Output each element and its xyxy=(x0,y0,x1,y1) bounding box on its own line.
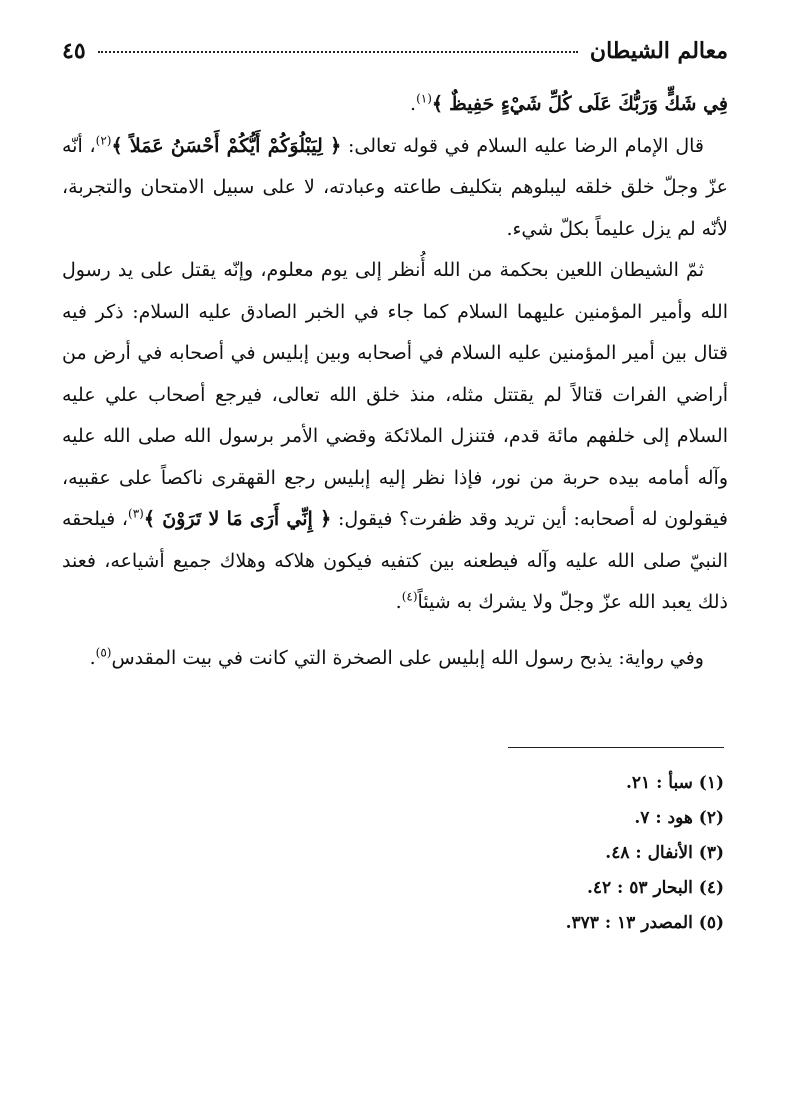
footnote-item: (٥) المصدر ١٣ : ٣٧٣. xyxy=(565,913,724,933)
footnote-separator xyxy=(508,747,724,748)
footnote-ref: (٤) xyxy=(401,589,418,604)
paragraph-3: ثمّ الشيطان اللعين بحكمة من الله أُنظر إلى يوم معلوم، وإنّه يقتل على يد رسول الله وأمير المؤمنين عليهما السلام كما جاء في الخبر الصادق عليه السلام: ذكر فيه قتال بين أمير المؤمنين عليه السلام في أصحابه وبين إبليس في أصحابه في أرض من أراضي الفرات قتالاً لم يقتتل مثله، منذ خلق الله تعالى، فيرجع أصحاب علي عليه السلام إلى خلفهم مائة قدم، فتنزل الملائكة وقضي الأمر برسول الله صلى الله عليه وآله أمامه بيده حربة من نور، فإذا نظر إليه إبليس رجع القهقرى ناكصاً على عقبيه، فيقولون له أصحابه: أين تريد وقد ظفرت؟ فيقول: ﴿ إِنِّي أَرَى مَا لا تَرَوْنَ ﴾$^{(٣)}$، فيلحقه النبيّ صلى الله عليه وآله فيطعنه بين كتفيه فيكون هلاكه وهلاك جميع أشياعه، فعند ذلك يعبد الله عزّ وجلّ ولا يشرك به شيئاً$^{(٤)}$. xyxy=(62,259,729,613)
footnote-item: (٤) البحار ٥٣ : ٤٢. xyxy=(586,878,724,898)
page-body xyxy=(62,84,728,679)
footnote-item: (١) سبأ : ٢١. xyxy=(625,773,724,793)
running-title: معالم الشيطان xyxy=(589,38,728,64)
paragraph-1: فِي شَكٍّ وَرَبُّكَ عَلَى كُلِّ شَيْءٍ حَفِيظٌ ﴾$^{(١)}$. xyxy=(410,91,728,115)
footnote-item: (٢) هود : ٧. xyxy=(634,808,724,828)
quran-quote: ﴿ لِيَبْلُوَكُمْ أَيُّكُمْ أَحْسَنُ عَمَلاً ﴾ xyxy=(111,134,342,157)
footnote-item: (٣) الأنفال : ٤٨. xyxy=(605,843,724,863)
footnote-ref: (١) xyxy=(416,91,432,106)
footnote-ref: (٢) xyxy=(95,133,112,148)
header-dot-leader xyxy=(98,51,578,53)
paragraph-4: وفي رواية: يذبح رسول الله إبليس على الصخرة التي كانت في بيت المقدس$^{(٥)}$. xyxy=(89,645,704,669)
quran-quote: ﴿ إِنِّي أَرَى مَا لا تَرَوْنَ ﴾ xyxy=(143,508,332,530)
footnote-ref: (٥) xyxy=(95,645,112,660)
footnotes xyxy=(62,768,724,938)
running-header xyxy=(62,38,728,84)
paragraph-2: قال الإمام الرضا عليه السلام في قوله تعالى: ﴿ لِيَبْلُوَكُمْ أَيُّكُمْ أَحْسَنُ عَمَلاً ﴾$^{(٢)}$، أنّه عزّ وجلّ خلق خلقه ليبلوهم بتكليف طاعته وعبادته، لا على سبيل الامتحان والتجربة، لأنّه لم يزل عليماً بكلّ شيء. xyxy=(62,133,728,240)
footnote-ref: (٣) xyxy=(128,506,144,521)
quran-quote: فِي شَكٍّ وَرَبُّكَ عَلَى كُلِّ شَيْءٍ حَفِيظٌ xyxy=(449,93,728,115)
page-number: ٤٥ xyxy=(62,38,86,64)
